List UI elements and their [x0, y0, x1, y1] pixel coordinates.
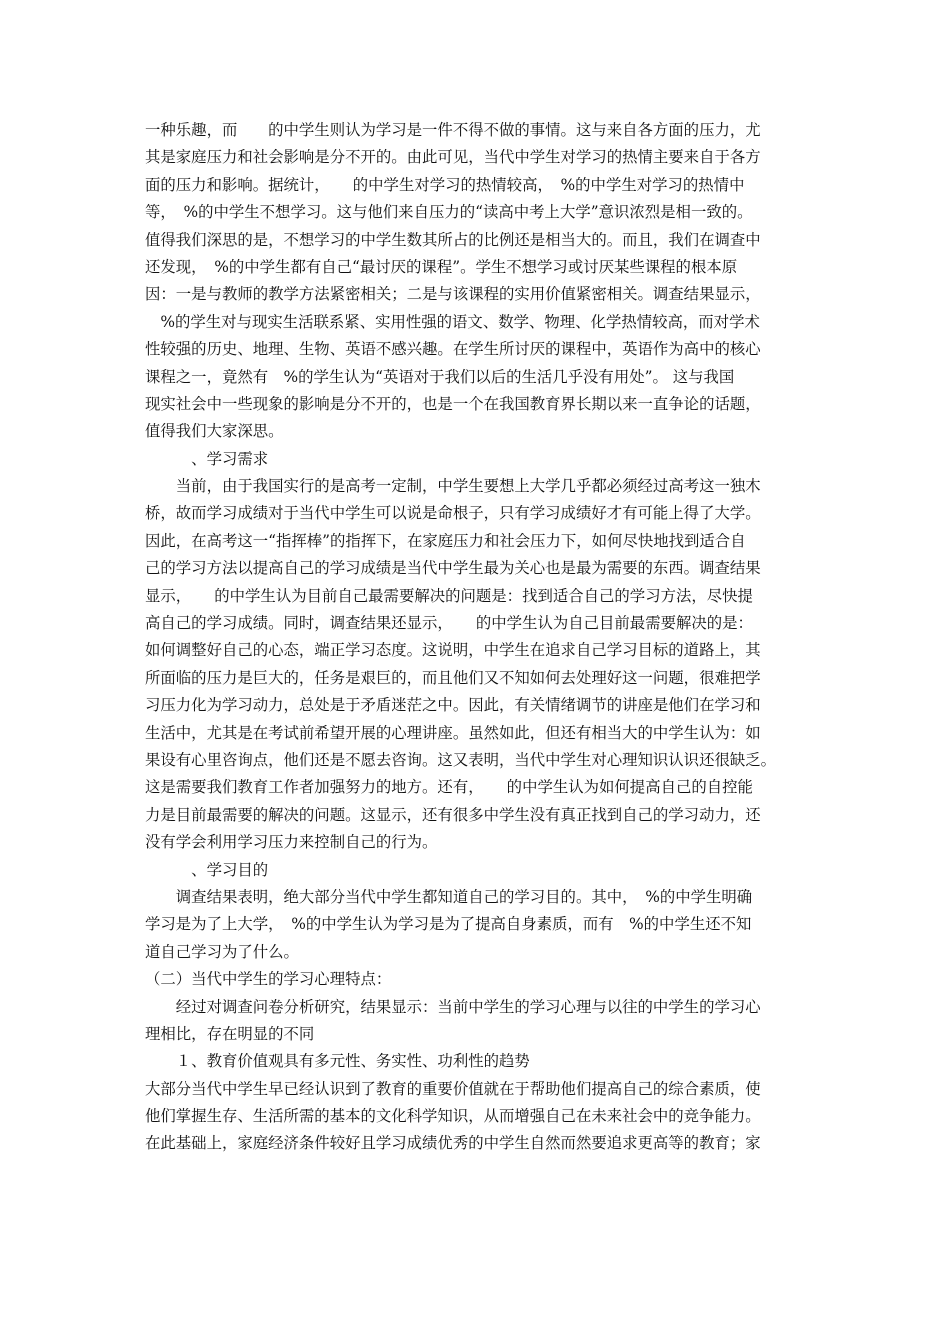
- text-line: 还发现， %的中学生都有自己“最讨厌的课程”。学生不想学习或讨厌某些课程的根本原: [145, 257, 738, 276]
- text-line: 这是需要我们教育工作者加强努力的地方。还有， 的中学生认为如何提高自己的自控能: [145, 778, 753, 797]
- text-line: 高自己的学习成绩。同时，调查结果还显示， 的中学生认为自己目前最需要解决的是：: [145, 614, 753, 633]
- text-line: 值得我们深思的是，不想学习的中学生数其所占的比例还是相当大的。而且，我们在调查中: [145, 230, 761, 249]
- text-line: %的学生对与现实生活联系紧、实用性强的语文、数学、物理、化学热情较高，而对学术: [145, 312, 760, 331]
- text-line: 经过对调查问卷分析研究，结果显示：当前中学生的学习心理与以往的中学生的学习心: [145, 997, 761, 1016]
- text-line: 如何调整好自己的心态，端正学习态度。这说明，中学生在追求自己学习目标的道路上，其: [145, 641, 761, 660]
- text-line: 理相比，存在明显的不同: [145, 1024, 315, 1043]
- text-line: 调查结果表明，绝大部分当代中学生都知道自己的学习目的。其中， %的中学生明确: [145, 887, 753, 906]
- text-line: 值得我们大家深思。: [145, 422, 284, 441]
- section-heading-learning-needs: 、学习需求: [145, 449, 269, 468]
- text-line: 大部分当代中学生早已经认识到了教育的重要价值就在于帮助他们提高自己的综合素质，使: [145, 1079, 761, 1098]
- text-line: 因此，在高考这一“指挥棒”的指挥下，在家庭压力和社会压力下，如何尽快地找到适合自: [145, 531, 746, 550]
- text-line: 课程之一，竟然有 %的学生认为“英语对于我们以后的生活几乎没有用处”。 这与我国: [145, 367, 735, 386]
- document-page: [145, 117, 807, 1158]
- text-line: 己的学习方法以提高自己的学习成绩是当代中学生最为关心也是最为需要的东西。调查结果: [145, 559, 761, 578]
- text-line: 没有学会利用学习压力来控制自己的行为。: [145, 833, 438, 852]
- text-line: 性较强的历史、地理、生物、英语不感兴趣。在学生所讨厌的课程中，英语作为高中的核心: [145, 340, 761, 359]
- text-line: 因：一是与教师的教学方法紧密相关；二是与该课程的实用价值紧密相关。调查结果显示，: [145, 285, 761, 304]
- section-heading-learning-goals: 、学习目的: [145, 860, 269, 879]
- text-line: 力是目前最需要的解决的问题。这显示，还有很多中学生没有真正找到自己的学习动力，还: [145, 805, 761, 824]
- text-line: 其是家庭压力和社会影响是分不开的。由此可见，当代中学生对学习的热情主要来自于各方: [145, 148, 761, 167]
- text-line: 等， %的中学生不想学习。这与他们来自压力的“读高中考上大学”意识浓烈是相一致的。: [145, 203, 753, 222]
- section-heading-psychology-features: （二）当代中学生的学习心理特点：: [145, 970, 392, 989]
- text-line: 现实社会中一些现象的影响是分不开的，也是一个在我国教育界长期以来一直争论的话题，: [145, 394, 761, 413]
- text-line: 学习是为了上大学， %的中学生认为学习是为了提高自身素质，而有 %的中学生还不知: [145, 915, 752, 934]
- text-line: 道自己学习为了什么。: [145, 942, 299, 961]
- text-line: 他们掌握生存、生活所需的基本的文化科学知识，从而增强自己在未来社会中的竞争能力。: [145, 1107, 761, 1126]
- text-line: 一种乐趣，而 的中学生则认为学习是一件不得不做的事情。这与来自各方面的压力，尤: [145, 121, 761, 139]
- text-line: 面的压力和影响。据统计， 的中学生对学习的热情较高， %的中学生对学习的热情中: [145, 175, 745, 194]
- text-line: 在此基础上，家庭经济条件较好且学习成绩优秀的中学生自然而然要追求更高等的教育；家: [145, 1134, 761, 1153]
- text-line: 习压力化为学习动力，总处是于矛盾迷茫之中。因此，有关情绪调节的讲座是他们在学习和: [145, 696, 761, 715]
- text-line: 所面临的压力是巨大的，任务是艰巨的，而且他们又不知如何去处理好这一问题，很难把学: [145, 668, 761, 687]
- text-line: 生活中，尤其是在考试前希望开展的心理讲座。虽然如此，但还有相当大的中学生认为：如: [145, 723, 761, 742]
- subsection-heading-education-values: １、教育价值观具有多元性、务实性、功利性的趋势: [145, 1052, 530, 1071]
- text-line: 显示， 的中学生认为目前自己最需要解决的问题是：找到适合自己的学习方法，尽快提: [145, 586, 753, 605]
- text-line: 桥，故而学习成绩对于当代中学生可以说是命根子，只有学习成绩好才有可能上得了大学。: [145, 504, 761, 523]
- text-line: 果设有心里咨询点，他们还是不愿去咨询。这又表明，当代中学生对心理知识认识还很缺乏。: [145, 750, 777, 769]
- text-line: 当前，由于我国实行的是高考一定制，中学生要想上大学几乎都必须经过高考这一独木: [145, 477, 761, 496]
